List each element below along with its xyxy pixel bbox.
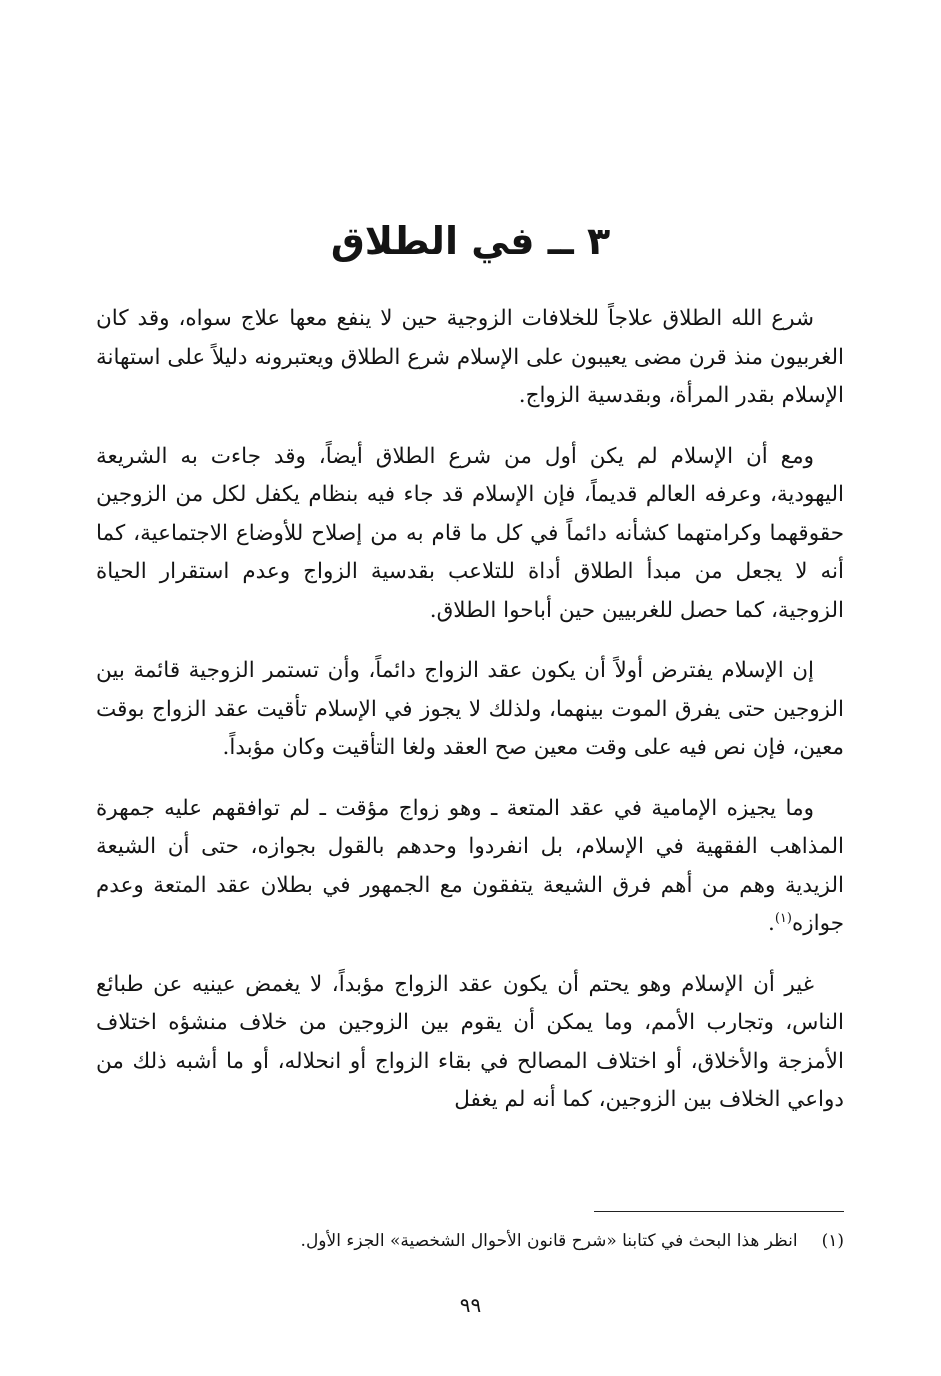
paragraph-4-text: وما يجيزه الإمامية في عقد المتعة ـ وهو زواج مؤقت ـ لم توافقهم عليه جمهرة المذاهب الفقهية في الإسلام، بل انفردوا وحدهم بالقول بجوازه، حتى أن الشيعة الزيدية وهم من أهم فرق الشيعة يتفقون مع الجمهور في بطلان عقد المتعة وعدم جوازه (96, 795, 844, 936)
paragraph-4 (96, 790, 844, 944)
footnote-divider (594, 1211, 844, 1212)
page-number: ٩٩ (459, 1293, 482, 1317)
paragraph-1: شرع الله الطلاق علاجاً للخلافات الزوجية حين لا ينفع معها علاج سواه، وقد كان الغربيون منذ قرن مضى يعيبون على الإسلام شرع الطلاق ويعتبرونه دليلاً على استهانة الإسلام بقدر المرأة، وبقدسية الزواج. (96, 306, 844, 408)
chapter-title: ٣ ــ في الطلاق (330, 219, 611, 264)
footnote-text: انظر هذا البحث في كتابنا «شرح قانون الأحوال الشخصية» الجزء الأول. (300, 1231, 798, 1251)
paragraph-4-end: . (767, 911, 775, 936)
body-text (96, 300, 844, 1142)
paragraph-3: إن الإسلام يفترض أولاً أن يكون عقد الزواج دائماً، وأن تستمر الزوجية قائمة بين الزوجين حتى يفرق الموت بينهما، ولذلك لا يجوز في الإسلام تأقيت عقد الزواج بوقت معين، فإن نص فيه على وقت معين صح العقد ولغا التأقيت وكان مؤبداً. (96, 658, 844, 760)
paragraph-2: ومع أن الإسلام لم يكن أول من شرع الطلاق أيضاً، وقد جاءت به الشريعة اليهودية، وعرفه العالم قديماً، فإن الإسلام قد جاء فيه بنظام يكفل لكل من الزوجين حقوقهما وكرامتهما كشأنه دائماً في كل ما قام به من إصلاح للأوضاع الاجتماعية، كما أنه لا يجعل من مبدأ الطلاق أداة للتلاعب بقدسية الزواج وعدم استقرار الحياة الزوجية، كما حصل للغربيين حين أباحوا الطلاق. (96, 443, 844, 623)
footnote-number: (١) (821, 1231, 844, 1251)
footnote-reference[interactable]: (١) (774, 910, 792, 926)
paragraph-5: غير أن الإسلام وهو يحتم أن يكون عقد الزواج مؤبداً، لا يغمض عينيه عن طبائع الناس، وتجارب الأمم، وما يمكن أن يقوم بين الزوجين من خلاف منشؤه اختلاف الأمزجة والأخلاق، أو اختلاف المصالح في بقاء الزواج أو انحلاله، أو ما أشبه ذلك من دواعي الخلاف بين الزوجين، كما أنه لم يغفل (96, 971, 844, 1112)
footnote (96, 1226, 844, 1256)
